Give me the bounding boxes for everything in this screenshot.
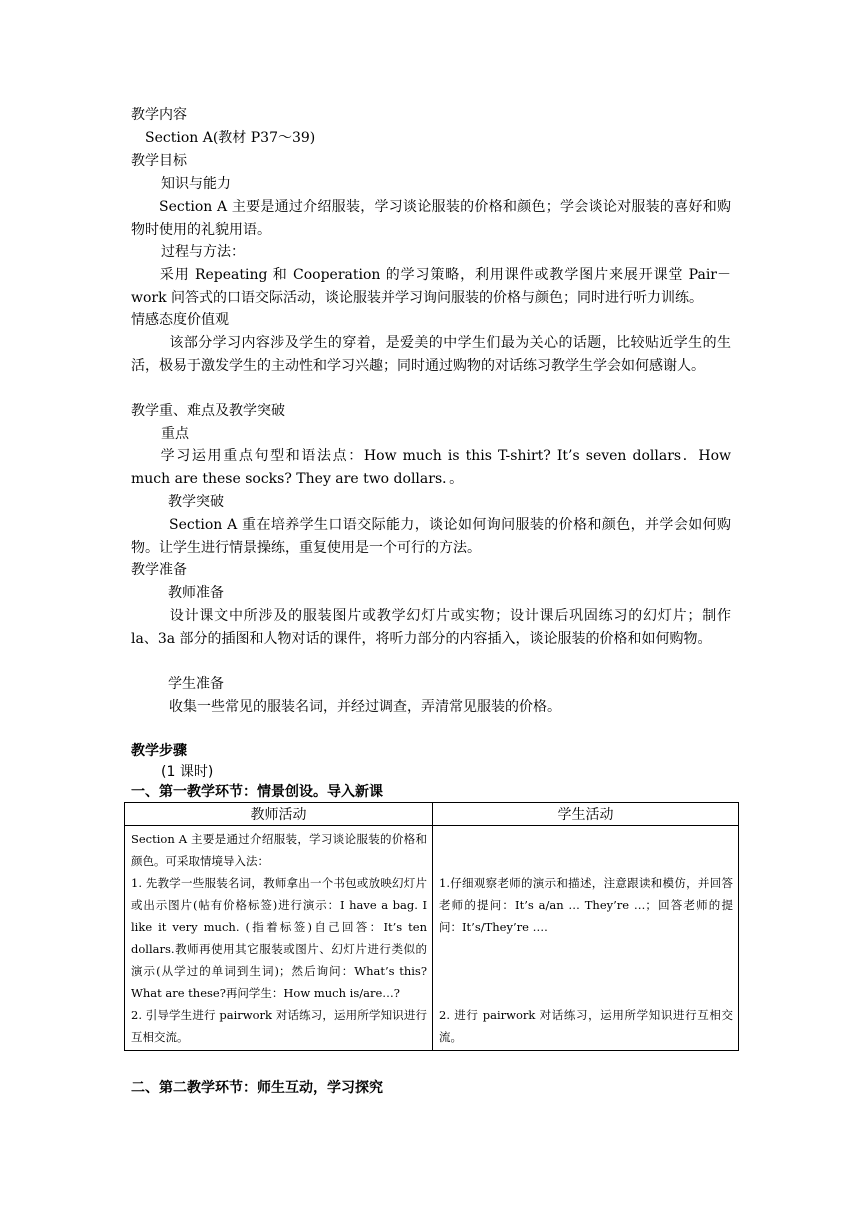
table-row xyxy=(125,826,739,1051)
teacher-step-1: 1. 先教学一些服装名词，教师拿出一个书包或放映幻灯片或出示图片(帖有价格标签)进行演示：I have a bag. I like it very much. (指着标签)自己回答：It’s ten dollars.教师再使用其它服装或图片、幻灯片进行类似的演示(从学过的单词到生词)；然后询问：What’s this? What are these?再问学生：How much is/are…? xyxy=(131,876,427,1000)
stage1-heading: 一、第一教学环节：情景创设。导入新课 xyxy=(131,784,383,800)
emotion-paragraph: 该部分学习内容涉及学生的穿着，是爱美的中学生们最为关心的话题，比较贴近学生的生活，极易于激发学生的主动性和学习兴趣；同时通过购物的对话练习教学生学会如何感谢人。 xyxy=(131,335,731,374)
breakthrough-paragraph: Section A 重在培养学生口语交际能力，谈论如何询问服装的价格和颜色，并学会如何购物。让学生进行情景操练，重复使用是一个可行的方法。 xyxy=(131,517,731,556)
goals-heading: 教学目标 xyxy=(131,153,187,169)
emotion-heading: 情感态度价值观 xyxy=(131,312,229,328)
content-heading: 教学内容 xyxy=(131,107,187,123)
student-activity-header: 学生活动 xyxy=(433,803,739,826)
teacher-prep-heading: 教师准备 xyxy=(168,585,224,601)
steps-heading: 教学步骤 xyxy=(131,743,187,759)
prep-heading: 教学准备 xyxy=(131,562,187,578)
key-paragraph: 学习运用重点句型和语法点：How much is this T-shirt? It’s seven dollars．How much are these socks? They are two dollars．。 xyxy=(131,448,731,487)
breakthrough-heading: 教学突破 xyxy=(168,494,224,510)
teacher-step-2: 2. 引导学生进行 pairwork 对话练习，运用所学知识进行互相交流。 xyxy=(131,1008,427,1044)
teacher-prep-paragraph: 设计课文中所涉及的服装图片或教学幻灯片或实物；设计课后巩固练习的幻灯片；制作 la、3a 部分的插图和人物对话的课件，将听力部分的内容插入，谈论服装的价格和如何购物。 xyxy=(131,608,731,647)
stage2-heading: 二、第二教学环节：师生互动，学习探究 xyxy=(131,1080,383,1096)
lesson-count: (1 课时) xyxy=(161,764,214,780)
section-title: Section A(教材 P37～39) xyxy=(145,130,316,146)
student-step-1: 1.仔细观察老师的演示和描述，注意跟读和模仿，并回答老师的提问：It’s a/an … They’re …；回答老师的提问：It’s/They’re …. xyxy=(439,876,733,934)
key-heading: 教学重、难点及教学突破 xyxy=(131,403,285,419)
student-prep-heading: 学生准备 xyxy=(168,676,224,692)
teacher-activity-header: 教师活动 xyxy=(125,803,433,826)
activity-table xyxy=(124,802,739,1051)
student-step-2: 2. 进行 pairwork 对话练习，运用所学知识进行互相交流。 xyxy=(439,1008,733,1044)
process-heading: 过程与方法： xyxy=(161,244,245,260)
teacher-activity-cell xyxy=(125,826,433,1051)
teacher-intro: Section A 主要是通过介绍服装，学习谈论服装的价格和颜色。可采取情境导入法： xyxy=(131,832,427,868)
knowledge-heading: 知识与能力 xyxy=(161,176,231,192)
table-header-row xyxy=(125,803,739,826)
process-paragraph: 采用 Repeating 和 Cooperation 的学习策略，利用课件或教学图片来展开课堂 Pair－work 问答式的口语交际活动，谈论服装并学习询问服装的价格与颜色；同时进行听力训练。 xyxy=(131,267,731,306)
student-activity-cell xyxy=(433,826,739,1051)
knowledge-paragraph: Section A 主要是通过介绍服装，学习谈论服装的价格和颜色；学会谈论对服装的喜好和购物时使用的礼貌用语。 xyxy=(131,199,731,238)
student-prep-paragraph: 收集一些常见的服装名词，并经过调查，弄清常见服装的价格。 xyxy=(169,699,561,715)
key-point-heading: 重点 xyxy=(161,426,189,442)
